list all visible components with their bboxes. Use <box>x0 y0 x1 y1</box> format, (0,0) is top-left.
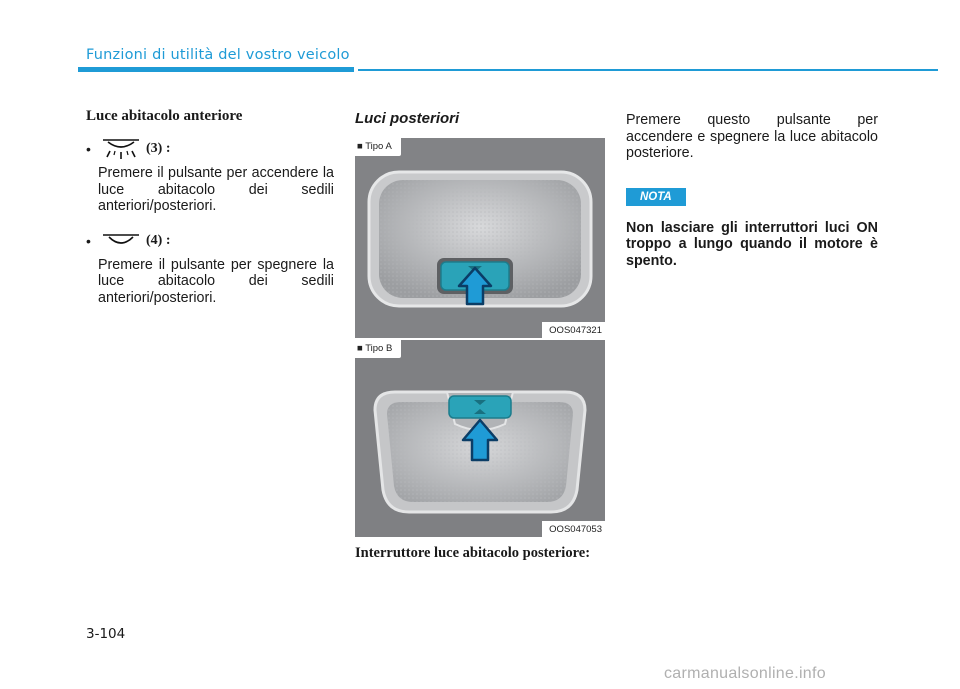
page-number: 3-104 <box>86 626 126 642</box>
header-rule-thin <box>358 69 938 71</box>
rear-switch-caption: Interruttore luce abitacolo posteriore: <box>355 545 591 561</box>
front-light-section <box>86 108 334 306</box>
bullet-item-on <box>86 137 334 161</box>
figure-tag: ■ Tipo B <box>355 340 401 358</box>
rear-lights-section <box>355 110 605 127</box>
header-rule-thick <box>78 67 354 72</box>
rear-lights-title: Luci posteriori <box>355 110 460 127</box>
bullet-text: Premere il pulsante per accendere la luce abitacolo dei sedili anteriori/posteriori. <box>98 165 334 214</box>
rear-description-section <box>626 112 878 269</box>
rear-dome-light-type-b-illustration <box>355 340 605 537</box>
bullet-ref: (4) : <box>146 232 171 248</box>
rear-description: Premere questo pulsante per accendere e spegnere la luce abitacolo posteriore. <box>626 112 878 161</box>
note-text: Non lasciare gli interruttori luci ON troppo a lungo quando il motore è spento. <box>626 219 878 269</box>
bullet-item-off <box>86 229 334 253</box>
note-badge: NOTA <box>626 188 686 206</box>
bullet-dot: • <box>86 141 91 157</box>
bullet-text: Premere il pulsante per spegnere la luce abitacolo dei sedili anteriori/posteriori. <box>98 256 334 306</box>
front-light-title: Luce abitacolo anteriore <box>86 108 243 124</box>
header-title: Funzioni di utilità del vostro veicolo <box>86 47 350 63</box>
bullet-ref: (3) : <box>146 141 171 156</box>
figure-type-b <box>355 340 605 537</box>
figure-tag: ■ Tipo A <box>355 138 401 156</box>
bullet-dot: • <box>86 232 91 249</box>
figure-code: OOS047053 <box>542 521 605 537</box>
dome-light-on-icon <box>102 138 140 160</box>
rear-dome-light-type-a-illustration <box>355 138 605 338</box>
watermark: carmanualsonline.info <box>664 665 826 682</box>
figure-type-a <box>355 138 605 338</box>
dome-light-off-icon <box>102 233 140 249</box>
figure-code: OOS047321 <box>542 322 605 338</box>
